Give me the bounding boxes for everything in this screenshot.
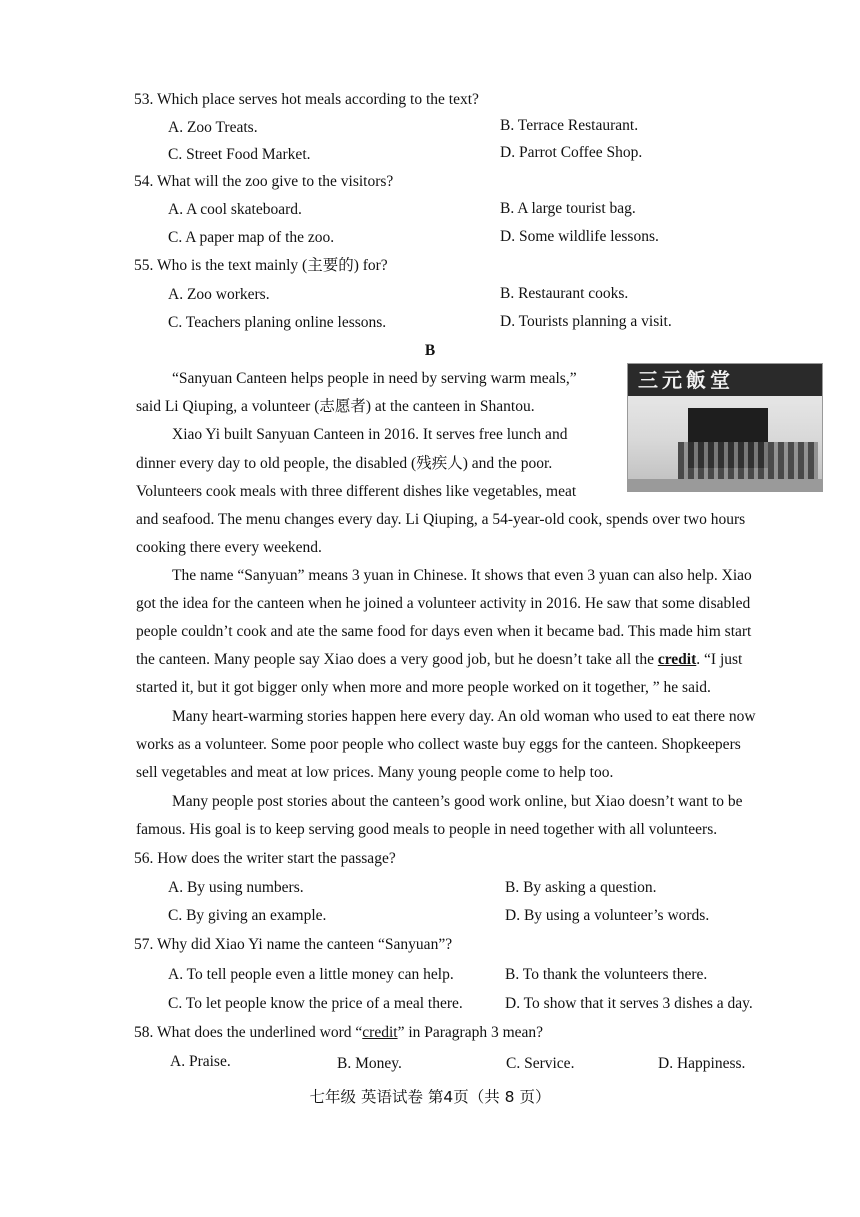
question-53-stem: 53. Which place serves hot meals according to the text? — [134, 91, 479, 108]
q54-option-a: A. A cool skateboard. — [168, 201, 302, 218]
q58-option-c: C. Service. — [506, 1055, 575, 1072]
q55-option-c: C. Teachers planing online lessons. — [168, 314, 387, 331]
q55-option-b: B. Restaurant cooks. — [500, 285, 629, 302]
q58-option-d: D. Happiness. — [658, 1055, 746, 1072]
question-56-stem: 56. How does the writer start the passage? — [134, 850, 396, 867]
passage-line: got the idea for the canteen when he joined a volunteer activity in 2016. He saw that some disabled — [136, 595, 751, 612]
q54-option-b: B. A large tourist bag. — [500, 200, 636, 217]
canteen-sign: 三元飯堂 — [628, 364, 822, 396]
passage-line: “Sanyuan Canteen helps people in need by serving warm meals,” — [172, 370, 577, 387]
q58-option-a: A. Praise. — [170, 1053, 231, 1070]
question-54-stem: 54. What will the zoo give to the visitors? — [134, 173, 394, 190]
passage-line: The name “Sanyuan” means 3 yuan in Chinese. It shows that even 3 yuan can also help. Xiao — [172, 567, 752, 584]
passage-line: cooking there every weekend. — [136, 539, 322, 556]
passage-line: started it, but it got bigger only when more and more people worked on it together, ” he said. — [136, 679, 711, 696]
q57-option-c: C. To let people know the price of a meal there. — [168, 995, 463, 1012]
passage-line: Many heart-warming stories happen here every day. An old woman who used to eat there now — [172, 708, 756, 725]
passage-line: dinner every day to old people, the disabled (残疾人) and the poor. — [136, 455, 553, 472]
passage-line: Many people post stories about the canteen’s good work online, but Xiao doesn’t want to be — [172, 793, 743, 810]
q55-option-a: A. Zoo workers. — [168, 286, 270, 303]
q55-option-d: D. Tourists planning a visit. — [500, 313, 672, 330]
passage-line: Xiao Yi built Sanyuan Canteen in 2016. It serves free lunch and — [172, 426, 568, 443]
passage-line — [136, 650, 742, 670]
q54-option-c: C. A paper map of the zoo. — [168, 229, 335, 246]
q58-option-b: B. Money. — [337, 1055, 402, 1072]
q53-option-d: D. Parrot Coffee Shop. — [500, 144, 643, 161]
passage-line: said Li Qiuping, a volunteer (志愿者) at the canteen in Shantou. — [136, 398, 535, 415]
crowd-figures — [678, 442, 818, 482]
page-footer: 七年级 英语试卷 第4页（共 8 页） — [309, 1088, 551, 1106]
passage-line: works as a volunteer. Some poor people who collect waste buy eggs for the canteen. Shopkeepers — [136, 736, 741, 753]
underlined-word-credit: credit — [657, 651, 697, 668]
q57-option-b: B. To thank the volunteers there. — [505, 966, 708, 983]
question-58-stem — [134, 1023, 543, 1043]
canteen-photo — [627, 363, 823, 492]
q54-option-d: D. Some wildlife lessons. — [500, 228, 659, 245]
passage-line: sell vegetables and meat at low prices. Many young people come to help too. — [136, 764, 614, 781]
passage-line: and seafood. The menu changes every day. Li Qiuping, a 54-year-old cook, spends over two hours — [136, 511, 746, 528]
passage-line: famous. His goal is to keep serving good meals to people in need together with all volunteers. — [136, 821, 718, 838]
q53-option-a: A. Zoo Treats. — [168, 119, 258, 136]
question-57-stem: 57. Why did Xiao Yi name the canteen “Sanyuan”? — [134, 936, 453, 953]
q58-underlined-word: credit — [362, 1024, 398, 1041]
q57-option-a: A. To tell people even a little money can help. — [168, 966, 454, 983]
section-b-heading: B — [424, 342, 436, 359]
q53-option-c: C. Street Food Market. — [168, 146, 311, 163]
question-55-stem: 55. Who is the text mainly (主要的) for? — [134, 257, 388, 274]
passage-text: . “I just — [696, 651, 743, 668]
q56-option-d: D. By using a volunteer’s words. — [505, 907, 710, 924]
q56-option-b: B. By asking a question. — [505, 879, 657, 896]
passage-text: the canteen. Many people say Xiao does a very good job, but he doesn’t take all the — [136, 651, 658, 668]
q53-option-b: B. Terrace Restaurant. — [500, 117, 639, 134]
q56-option-c: C. By giving an example. — [168, 907, 327, 924]
passage-line: Volunteers cook meals with three different dishes like vegetables, meat — [136, 483, 577, 500]
passage-line: people couldn’t cook and ate the same food for days even when it became bad. This made him start — [136, 623, 752, 640]
ground-strip — [628, 479, 822, 491]
q57-option-d: D. To show that it serves 3 dishes a day. — [505, 995, 753, 1012]
q56-option-a: A. By using numbers. — [168, 879, 304, 896]
q58-stem-text: 58. What does the underlined word “ — [134, 1024, 363, 1041]
q58-stem-text: ” in Paragraph 3 mean? — [397, 1024, 544, 1041]
